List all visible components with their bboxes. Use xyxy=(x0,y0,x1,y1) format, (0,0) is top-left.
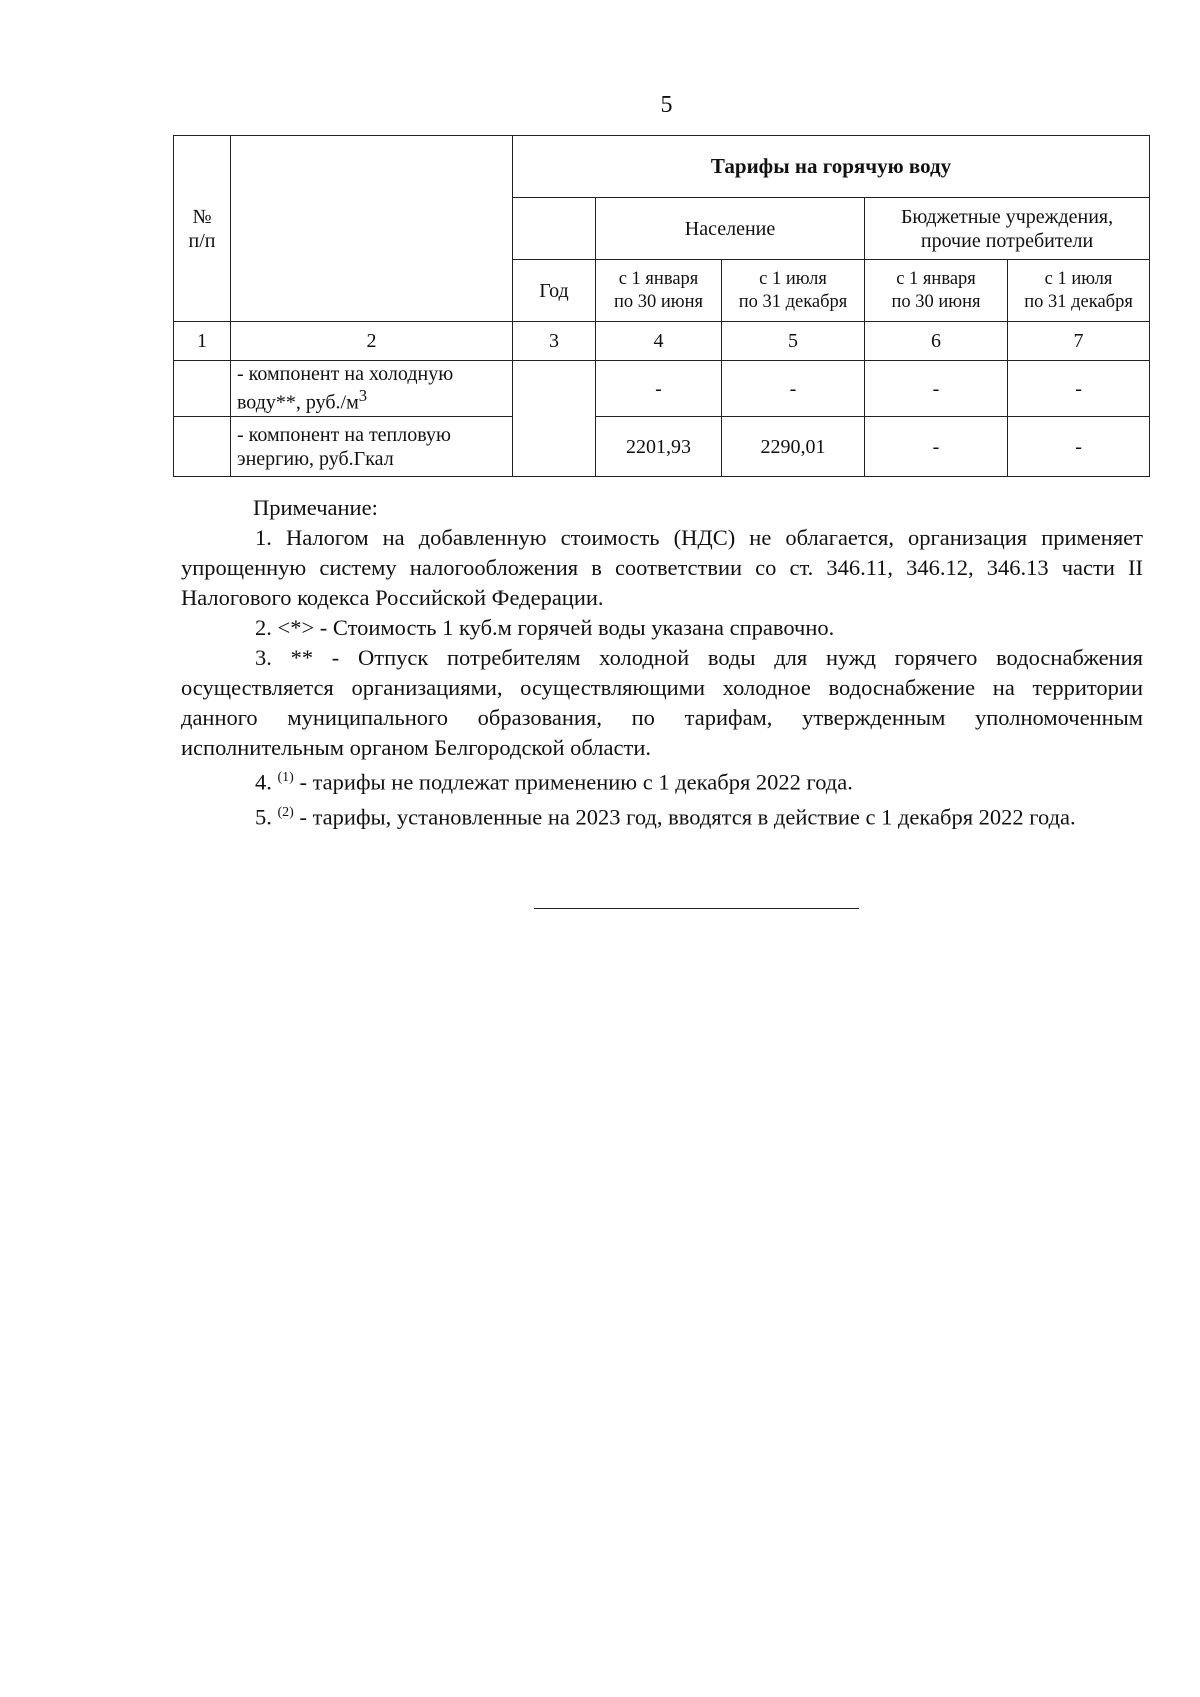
empty-header-cell xyxy=(513,198,596,260)
note-2: 2. <*> - Стоимость 1 куб.м горячей воды указана справочно. xyxy=(255,615,835,640)
value-cell: - xyxy=(1008,361,1150,417)
group-budget-header: Бюджетные учреждения, прочие потребители xyxy=(865,198,1150,260)
column-number: 2 xyxy=(231,322,513,361)
table-row xyxy=(174,361,1150,417)
column-numbers-row xyxy=(174,322,1150,361)
column-number: 7 xyxy=(1008,322,1150,361)
note-1: 1. Налогом на добавленную стоимость (НДС) не облагается, организация применяет упрощенную систему налогообложения в соответствии со ст. 346.11, 346.12, 346.13 части II Налогового кодекса Российской Федерации. xyxy=(181,525,1143,610)
col-num-header: № п/п xyxy=(174,136,231,322)
year-header: Год xyxy=(513,260,596,322)
value-cell: - xyxy=(865,417,1008,477)
col-name-header xyxy=(231,136,513,322)
value-cell: 2201,93 xyxy=(596,417,722,477)
period-header: с 1 июля по 31 декабря xyxy=(722,260,865,322)
notes-title: Примечание: xyxy=(253,495,378,520)
page-number: 5 xyxy=(660,92,673,118)
value-cell: - xyxy=(1008,417,1150,477)
note-5: 5. $^{(2)}$ - тарифы, установленные на 2023 год, вводятся в действие с 1 декабря 2022 года. xyxy=(255,804,1076,829)
row-name: - компонент на холодную воду**, $руб./м^3$ xyxy=(231,361,513,417)
table-title: Тарифы на горячую воду xyxy=(513,136,1150,198)
row-number xyxy=(174,417,231,477)
table-header-row xyxy=(174,136,1150,198)
value-cell: - xyxy=(865,361,1008,417)
value-cell: - xyxy=(722,361,865,417)
year-cell xyxy=(513,361,596,477)
period-header: с 1 июля по 31 декабря xyxy=(1008,260,1150,322)
column-number: 6 xyxy=(865,322,1008,361)
row-name: - компонент на тепловую энергию, руб.Гкал xyxy=(231,417,513,477)
column-number: 1 xyxy=(174,322,231,361)
note-4: 4. $^{(1)}$ - тарифы не подлежат применению с 1 декабря 2022 года. xyxy=(255,769,853,795)
column-number: 4 xyxy=(596,322,722,361)
tariffs-table xyxy=(173,135,1150,477)
column-number: 5 xyxy=(722,322,865,361)
closing-rule xyxy=(534,908,859,909)
notes-section xyxy=(181,493,1143,832)
note-3: 3. ** - Отпуск потребителям холодной воды для нужд горячего водоснабжения осуществляется организациями, осуществляющими холодное водоснабжение на территории данного муниципального образования, по тарифам, утвержденным уполномоченным исполнительным органом Белгородской области. xyxy=(181,645,1143,760)
group-population-header: Население xyxy=(596,198,865,260)
period-header: с 1 января по 30 июня xyxy=(865,260,1008,322)
column-number: 3 xyxy=(513,322,596,361)
value-cell: 2290,01 xyxy=(722,417,865,477)
period-header: с 1 января по 30 июня xyxy=(596,260,722,322)
row-number xyxy=(174,361,231,417)
table-row xyxy=(174,417,1150,477)
value-cell: - xyxy=(596,361,722,417)
